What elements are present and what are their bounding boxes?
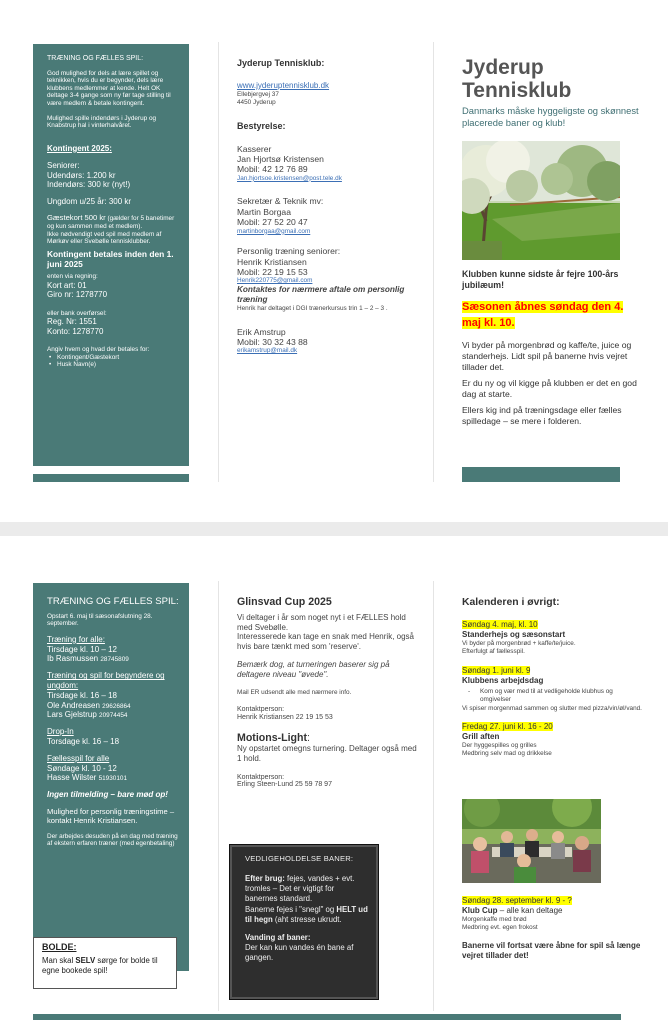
ikke-nodvendigt: Ikke nødvendigt ved spil med medlem af Mørkøv eller Svebølle tennisklubber.: [47, 230, 162, 246]
alle-title: Træning for alle:: [47, 634, 105, 644]
ml-contact-label: Kontaktperson:: [237, 773, 285, 781]
event-2-desc: Vi spiser morgenmad sammen og slutter med pizza/vin/øl/vand.: [462, 705, 642, 713]
motions-light-title: Motions-Light: [237, 732, 308, 745]
pt-role: Personlig træning seniorer:: [237, 246, 341, 257]
kasserer-email[interactable]: Jan.hjortsoe.kristensen@post.tele.dk: [237, 174, 342, 182]
pt-name: Henrik Kristiansen: [237, 256, 307, 267]
balls-text-selv: SELV: [75, 956, 96, 965]
event-1-title: Standerhejs og sæsonstart: [462, 630, 566, 639]
more-info-text: Ellers kig ind på træningsdage eller fælles spilledage – se mere i folderen.: [462, 404, 622, 426]
beginner-trainer-2: Lars Gjelstrup: [47, 710, 97, 720]
sekretaer-role: Sekretær & Teknik mv:: [237, 196, 324, 207]
column-divider: [218, 581, 219, 1011]
alle-time: Tirsdage kl. 10 – 12: [47, 644, 117, 654]
sekretaer-name: Martin Borgaa: [237, 206, 291, 217]
ml-contact: Erling Steen-Lund 25 59 78 97: [237, 781, 332, 789]
beginner-phone-1: 29626864: [102, 702, 131, 710]
beginner-phone-2: 20974454: [99, 712, 128, 720]
training-schedule-panel: [33, 583, 189, 971]
alle-phone: 28745809: [100, 656, 129, 664]
event-2-bullet: Kom og vær med til at vedligeholde klubhus og omgivelser: [480, 688, 613, 703]
aht-text: (aht stresse ukrudt.: [272, 914, 342, 924]
list-item: • Kontingent/Gæstekort: [47, 354, 179, 362]
jubilee-text: Klubben kunne sidste år fejre 100-års jubilæum!: [462, 269, 619, 291]
beginner-trainer-1: Ole Andreasen: [47, 700, 100, 710]
ungdom-price: Ungdom u/25 år: 300 kr: [47, 196, 132, 206]
indendors-price: Indendørs: 300 kr (nyt!): [47, 180, 131, 190]
cover-text: [462, 269, 644, 427]
dash-icon: -: [468, 688, 471, 696]
column-divider: [433, 42, 434, 482]
event-3-desc-2: Medbring selv mad og drikkelse: [462, 749, 552, 757]
erik-name: Erik Amstrup: [237, 326, 286, 337]
event-4-desc-2: Medbring evt. egen frokost: [462, 923, 538, 931]
efter-brug-text: fejes, vandes + evt. tromles – Det er vigtigt for banernes standard.: [245, 874, 355, 904]
cup-title: Glinsvad Cup 2025: [237, 596, 332, 608]
balls-notice-box: [33, 937, 177, 989]
website-link[interactable]: www.jyderuptennisklub.dk: [237, 81, 330, 90]
event-4-desc: Morgenkaffe med brød: [462, 916, 527, 923]
season-opening: Sæsonen åbnes søndag den 4. maj kl. 10.: [462, 300, 624, 329]
tournament-column: [237, 596, 417, 789]
beginner-title: Træning og spil for begyndere og ungdom:: [47, 671, 165, 690]
cup-mail-note: Mail ER udsendt alle med nærmere info.: [237, 688, 352, 696]
kasserer-role: Kasserer: [237, 143, 272, 154]
indoor-info: Mulighed spille indendørs i Jyderup og Knabstrup hal i vinterhalvåret.: [47, 114, 157, 130]
training-intro: God mulighed for dels at lære spillet og teknikken, hvis du er begynder, dels lære klubbens medlemmer at kende. Helt OK deltage 3-4 gange som ny før tage stilling til være medlem & betale kontingent.: [47, 69, 171, 107]
faelles-phone: 51930101: [98, 775, 128, 783]
brochure-page-2: [0, 536, 668, 1024]
maintenance-box: [230, 845, 378, 999]
event-3-desc: Der hyggespilles og grilles: [462, 741, 537, 749]
vanding-text: Der kan kun vandes én bane af gangen.: [245, 943, 354, 963]
bestyrelse-heading: Bestyrelse:: [237, 120, 286, 131]
enten-label: enten via regning:: [47, 273, 98, 281]
teal-bar: [33, 1014, 621, 1020]
season-period: Opstart 6. maj til sæsonafslutning 28. september.: [47, 612, 153, 628]
vanding-label: Vanding af baner:: [245, 933, 311, 943]
training-panel: [33, 44, 189, 466]
cup-reserve: Interesserede kan tage en snak med Henrik, også hvis bare tænkt med som 'reserve'.: [237, 632, 414, 651]
beginner-time: Tirsdage kl. 16 – 18: [47, 690, 117, 700]
kasserer-phone: Mobil: 42 12 76 89: [237, 164, 308, 175]
kortart: Kort art: 01: [47, 280, 87, 290]
dropin-title: Drop-In: [47, 727, 74, 737]
event-1-desc-2: Efterfulgt af fællesspil.: [462, 647, 525, 655]
event-3-date: Fredag 27. juni kl. 16 - 20: [462, 721, 553, 731]
teal-bar: [462, 467, 620, 482]
pt-course-note: Henrik har deltaget i DGI trænerkursus trin 1 – 2 – 3 .: [237, 305, 388, 313]
calendar-title: Kalenderen i øvrigt:: [462, 597, 560, 608]
column-divider: [218, 42, 219, 482]
faelles-time: Søndage kl. 10 - 12: [47, 763, 117, 773]
training-heading: TRÆNING OG FÆLLES SPIL:: [47, 55, 144, 62]
konto-nr: Konto: 1278770: [47, 326, 104, 336]
kasserer-name: Jan Hjortsø Kristensen: [237, 154, 324, 164]
balls-text-pre: Man skal: [42, 956, 76, 965]
people-at-table-image: [462, 799, 601, 883]
no-signup-note: Ingen tilmelding – bare mød op!: [47, 790, 168, 800]
alle-trainer: Ib Rasmussen: [47, 654, 99, 664]
brochure-subtitle: Danmarks måske hyggeligste og skønnest placerede baner og klub!: [462, 105, 639, 128]
external-trainer-note: Der arbejdes desuden på en dag med træning af ekstern erfaren træner (med egenbetaling): [47, 832, 178, 848]
column-divider: [433, 581, 434, 1011]
erik-phone: Mobil: 30 32 43 88: [237, 337, 308, 348]
event-2-title: Klubbens arbejdsdag: [462, 676, 544, 686]
sekretaer-email[interactable]: martinborgaa@gmail.com: [237, 227, 311, 235]
calendar-column: [462, 597, 644, 757]
pt-phone: Mobil: 22 19 15 53: [237, 267, 308, 278]
club-photo: [462, 141, 620, 260]
seniorer-label: Seniorer:: [47, 161, 80, 171]
motions-light-colon: :: [307, 732, 310, 745]
betales-notice: Kontingent betales inden den 1. juni 2025: [47, 248, 174, 269]
faelles-title: Fællesspil for alle: [47, 753, 110, 763]
kontingent-heading: Kontingent 2025:: [47, 143, 112, 153]
contact-column: [237, 58, 417, 355]
address-line-2: 4450 Jyderup: [237, 99, 276, 106]
balls-title: BOLDE:: [42, 942, 77, 952]
teal-bar: [33, 474, 189, 482]
event-2-date: Søndag 1. juni kl. 9: [462, 666, 531, 676]
season-description: Vi byder på morgenbrød og kaffe/te, juice og standerhejs. Lidt spil på banerne hvis vejret tillader det.: [462, 339, 632, 372]
address-line-1: Ellebjergvej 37: [237, 91, 279, 99]
motions-light-text: Ny opstartet omegns turnering. Deltager også med 1 hold.: [237, 744, 417, 763]
list-item: • Husk Navn(e): [47, 361, 179, 369]
calendar-bottom: [462, 896, 644, 961]
gaestekort-note: (gælder for 5 banetimer og kun sammen med et medlem).: [47, 215, 175, 230]
fejes-text: Banerne fejes i "snegl" og: [245, 904, 337, 914]
event-3-title: Grill aften: [462, 731, 500, 741]
cup-contact: Henrik Kristiansen 22 19 15 53: [237, 713, 333, 721]
pt-email[interactable]: Henrik220775@gmail.com: [237, 277, 313, 285]
newcomer-text: Er du ny og vil kigge på klubben er det en god dag at starte.: [462, 377, 637, 399]
faelles-trainer: Hasse Wilster: [47, 773, 97, 783]
event-4-title-rest: – alle kan deltage: [497, 906, 563, 915]
tennis-court-trees-image: [462, 141, 620, 260]
brochure-title: Jyderup Tennisklub: [462, 56, 572, 102]
grill-evening-photo: [462, 799, 601, 883]
eller-label: eller bank overførsel:: [47, 309, 107, 317]
personal-training-note: Mulighed for personlig træningstime – kontakt Henrik Kristiansen.: [47, 806, 175, 826]
erik-email[interactable]: erikamstrup@mail.dk: [237, 347, 298, 355]
reg-nr: Reg. Nr: 1551: [47, 317, 97, 327]
event-1-desc: Vi byder på morgenbrød + kaffe/te/juice.: [462, 640, 576, 647]
cup-intro: Vi deltager i år som noget nyt i et FÆLLES hold med Svebølle.: [237, 613, 406, 632]
angiv-label: Angiv hvem og hvad der betales for:: [47, 346, 150, 354]
event-1-date: Søndag 4. maj, kl. 10: [462, 620, 538, 629]
udendors-price: Udendørs: 1.200 kr: [47, 170, 116, 180]
gaestekort-price: Gæstekort 500 kr: [47, 213, 106, 223]
balls-text-post: sørge for bolde til egne bookede spil!: [42, 956, 158, 975]
payment-bullets: [47, 354, 179, 369]
event-4-date: Søndag 28. september kl. 9 - ?: [462, 896, 572, 905]
efter-brug-label: Efter brug:: [245, 874, 285, 883]
training-heading: TRÆNING OG FÆLLES SPIL:: [47, 596, 179, 607]
cover-column: [462, 56, 642, 129]
helt-ud-text: HELT ud til hegn: [245, 904, 368, 924]
sekretaer-phone: Mobil: 27 52 20 47: [237, 217, 308, 228]
maintenance-title: VEDLIGEHOLDELSE BANER:: [245, 854, 354, 863]
giro-nr: Giro nr: 1278770: [47, 290, 108, 300]
closing-note: Banerne vil fortsat være åbne for spil så længe vejret tillader det!: [462, 941, 641, 961]
cup-contact-label: Kontaktperson:: [237, 706, 285, 714]
club-name: Jyderup Tennisklub:: [237, 58, 325, 68]
cup-level-note: Bemærk dog, at turneringen baserer sig på deltagere niveau "øvede".: [237, 660, 390, 679]
pt-contact-note: Kontaktes for nærmere aftale om personlig træning: [237, 285, 405, 305]
dropin-time: Torsdage kl. 16 – 18: [47, 736, 120, 746]
event-4-title: Klub Cup: [462, 906, 498, 915]
